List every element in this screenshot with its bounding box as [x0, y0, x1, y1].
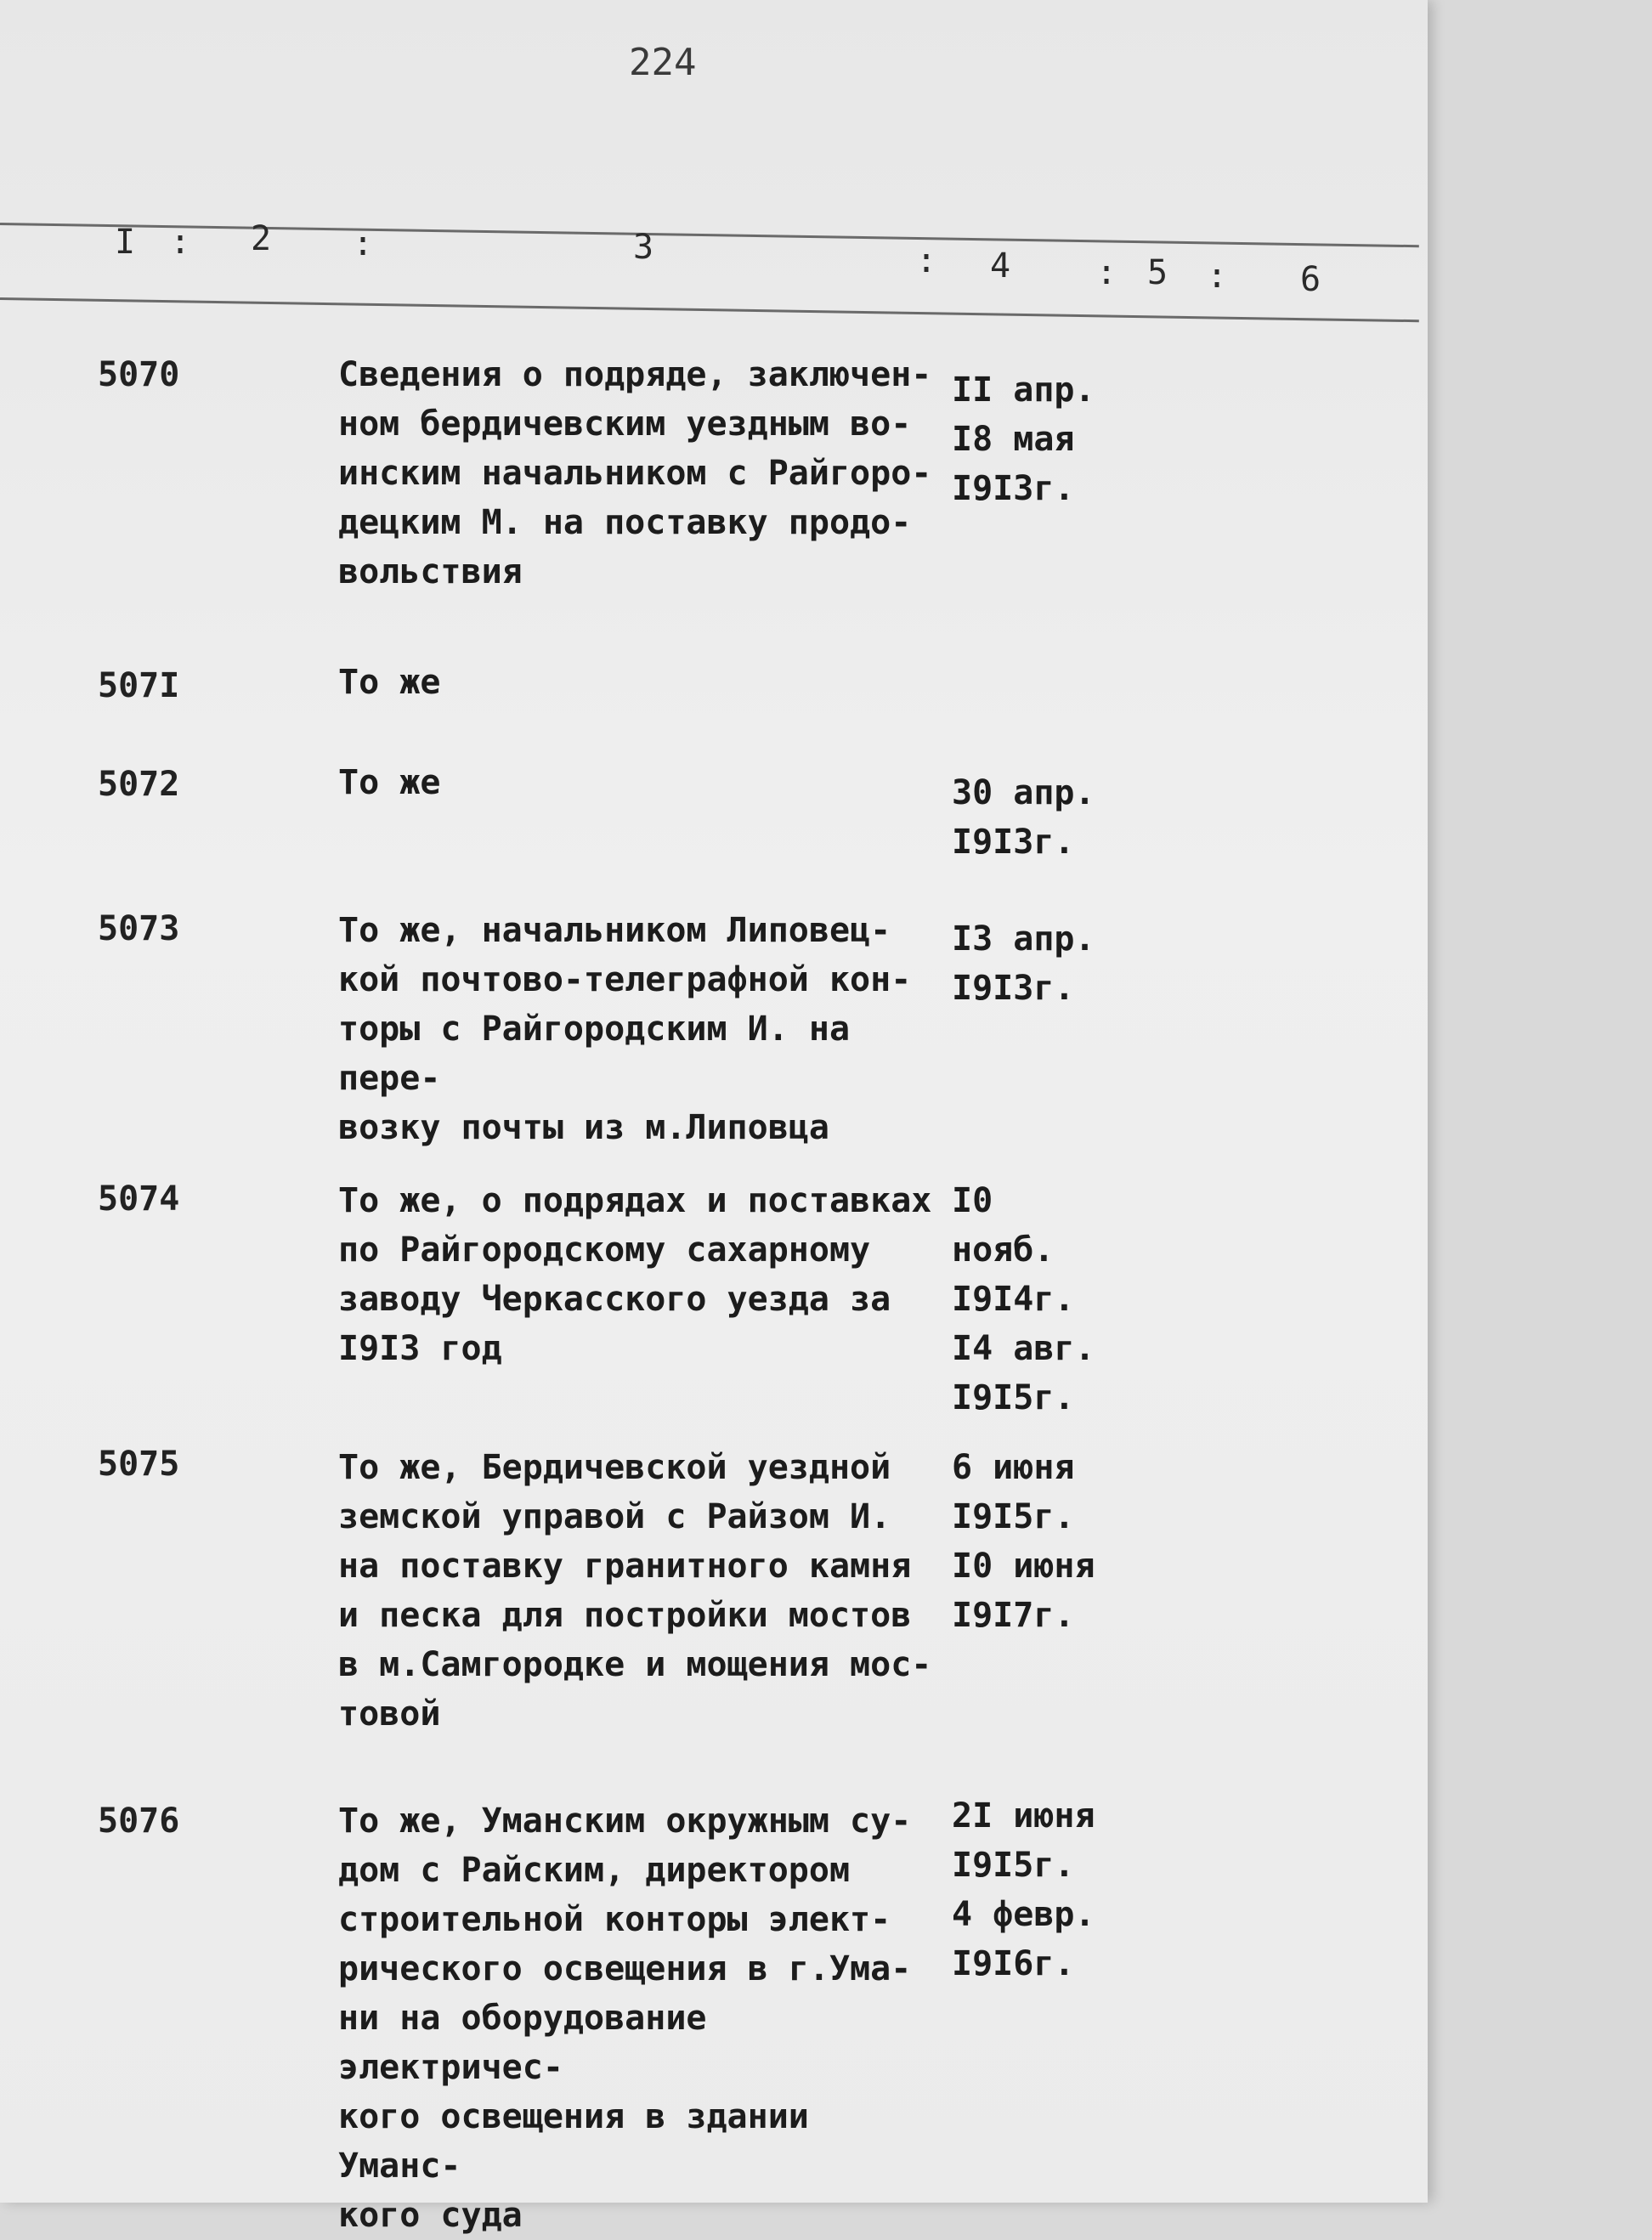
column-header-1: I: [115, 223, 136, 262]
column-header-3: 3: [633, 228, 654, 267]
entry-number: 5070: [98, 355, 180, 394]
column-header-5: 5: [1147, 253, 1168, 292]
entry-description: То же: [338, 663, 441, 702]
column-separator: :: [1096, 253, 1117, 292]
entry-number: 5074: [98, 1179, 180, 1219]
entry-description: Сведения о подряде, заключен- ном бердичевским уездным во- инским начальником с Райгоро- децким М. на поставку продо- вольствия: [338, 355, 932, 591]
column-header-2: 2: [251, 219, 272, 258]
column-separator: :: [1207, 257, 1228, 296]
column-separator: :: [916, 241, 937, 280]
entry-description: То же: [338, 763, 441, 802]
column-separator: :: [353, 224, 374, 263]
entry-number: 507I: [98, 666, 180, 705]
entry-dates: I0 нояб. I9I4г. I4 авг. I9I5г.: [952, 1181, 1095, 1417]
entry-number: 5072: [98, 765, 180, 804]
entry-number: 5075: [98, 1445, 180, 1484]
column-header-4: 4: [990, 246, 1011, 286]
entry-dates: 6 июня I9I5г. I0 июня I9I7г.: [952, 1448, 1095, 1635]
entry-dates: II апр. I8 мая I9I3г.: [952, 371, 1095, 508]
entry-dates: 30 апр. I9I3г.: [952, 773, 1095, 862]
page-number: 224: [629, 41, 697, 84]
header-rule-bottom: [0, 297, 1419, 322]
entry-description: То же, Бердичевской уездной земской управой с Райзом И. на поставку гранитного камня и песка для постройки мостов в м.Самгородке и мощения мос- товой: [338, 1448, 932, 1734]
entry-description: То же, начальником Липовец- кой почтово-телеграфной кон- торы с Райгородским И. на пере- возку почты из м.Липовца: [338, 911, 912, 1147]
header-rule-top: [0, 223, 1419, 247]
entry-dates: I3 апр. I9I3г.: [952, 919, 1095, 1008]
entry-description: То же, о подрядах и поставках по Райгородскому сахарному заводу Черкасского уезда за I9I3 год: [338, 1181, 932, 1368]
column-header-6: 6: [1300, 260, 1321, 299]
column-separator: :: [170, 223, 191, 262]
entry-number: 5073: [98, 909, 180, 948]
entry-dates: 2I июня I9I5г. 4 февр. I9I6г.: [952, 1796, 1095, 1983]
entry-description: То же, Уманским окружным су- дом с Райским, директором строительной конторы элект- рического освещения в г.Ума- ни на оборудование электричес- кого освещения в здании Уманс- кого суда: [338, 1802, 912, 2235]
entry-number: 5076: [98, 1802, 180, 1841]
